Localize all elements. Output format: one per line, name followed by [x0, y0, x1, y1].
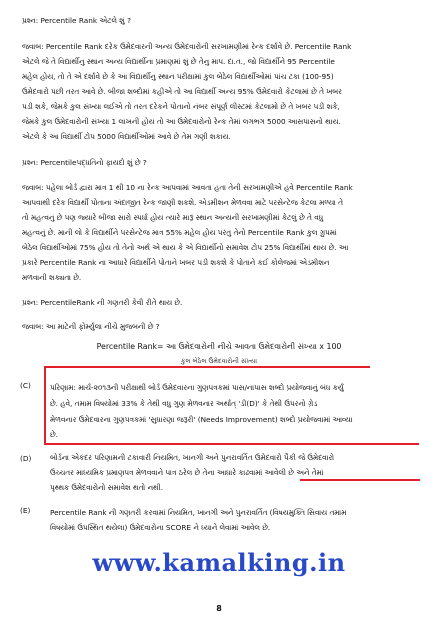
answer-2-line-5: બેઠેલ વિદ્યાર્થીઓમાં 75% હોય તો તેનો અર્થ એ થાય કે એ વિદ્યાર્થીનો સમાવેશ ટોપ 25% વિદ્યાર્થીમાં થાય છે. આ: [22, 243, 349, 252]
website-watermark: www.kamalking.in: [92, 548, 346, 577]
answer-1-line-5: પડી શકે, જેમકે કુલ સંખ્યા લઈએ તો તરત દરેકને પોતાનો નંબર સંપૂર્ણ લીસ્ટમાં કેટલામો છે તે ખબર પડી શકે,: [22, 102, 340, 111]
highlight-bottom-line: [44, 443, 419, 445]
page-number: 8: [216, 604, 222, 613]
section-c-label: (C): [20, 381, 31, 390]
formula-numerator: Percentile Rank= આ ઉમેદવારોની નીચે આવતા ઉમેદવારોની સંખ્યા x 100: [96, 342, 342, 351]
section-c-line-2: છે. હવે, તમામ વિષયોમાં 33% કે તેથી વધુ ગુણ મેળવનાર અર્થાત્ 'ડી(D)' કે તેથી ઉપરનો ગ્રેડ: [50, 399, 318, 408]
question-1: પ્રશ્ન: Percentile Rank એટલે શું ?: [22, 16, 131, 25]
answer-1-line-7: એટલે કે આ વિદ્યાર્થી ટોપ 5000 વિદ્યાર્થીઓમાં આવે છે તેમ ગણી શકાય.: [22, 132, 231, 141]
section-d-label: (D): [20, 454, 32, 463]
question-2: પ્રશ્ન: Percentileપદ્ધતિનો ફાયદો શું છે ?: [22, 158, 147, 167]
answer-3: જવાબ: આ માટેની ફોર્મ્યુલા નીચે મુજબની છે ?: [22, 322, 160, 331]
section-d-line-1: બોર્ડના એકંદર પરિણામની ટકાવારી નિયમિત, ખાનગી અને પુનરાવર્તિત ઉમેદવારો પૈકી જે ઉમેદવારો: [50, 453, 335, 462]
section-e-line-1: Percentile Rank ની ગણતરી કરવામાં નિયમિત, ખાનગી અને પુનરાવર્તિત (વિષયમુક્તિ સિવાય તમામ: [50, 508, 347, 517]
answer-2-line-2: આપવાથી દરેક વિદ્યાર્થી પોતાના અંદાજીત રેન્ક જાણી શકશે. એડમીશન મેળવવા માટે પરસેન્ટેજ કેટલા મળ્યા તે: [22, 198, 344, 207]
section-e-label: (E): [20, 506, 31, 515]
formula-denominator: કુલ બેઠેલ ઉમેદવારોની સંખ્યા: [180, 357, 258, 365]
section-c-line-4: છે.: [50, 430, 58, 439]
section-d-line-3: પૃથ્થક ઉમેદવારોનો સમાવેશ થતો નથી.: [50, 483, 164, 492]
section-c-line-3: મેળવનાર ઉમેદવારના ગુણપત્રકમાં 'સુધારણા જરૂરી' (Needs Improvement) શબ્દો પ્રયોજવામાં આવ્યા: [50, 415, 353, 424]
answer-1-line-4: ઉમેદવારો પછી તરત આવે છે. બીજા શબ્દોમાં કહીએ તો આ વિદ્યાર્થી અન્ય 95% ઉમેદવારો કેટલામાં છે તે ખબર: [22, 87, 342, 96]
answer-1-line-2: એટલે જે તે વિદ્યાર્થીનુ સ્થાન અન્ય વિદ્યાર્થીના પ્રમાણમાં શું છે તેનુ માપ. દા.ત., જો વિદ્યાર્થીને 95 Percentile: [22, 57, 335, 66]
section-e-line-2: વિષયોમાં ઉપસ્થિત થયેલા) ઉમેદવારોના SCORE ને ધ્યાને લેવામાં આવેલ છે.: [50, 523, 271, 532]
answer-2-line-6: પ્રકારે Percentile Rank ના આધારે વિદ્યાર્થીને પોતાને ખબર પડી શકશે કે પોતાને કઈ કોલેજમાં એડમીશન: [22, 258, 330, 267]
section-c-line-1: પરિણામ: માર્ચ-૨૦૧૩ની પરીક્ષાથી બોર્ડ ઉમેદવારના ગુણપત્રકમાં પાસ/નાપાસ શબ્દો પ્રયોજવાનું બંધ કર્યું: [50, 383, 344, 392]
answer-2-line-4: મહત્વનું છે. માની લો કે વિદ્યાર્થીને પરસેન્ટેજ માત્ર 55% મહેલ હોય પરંતુ તેનો Percentile Rank કુલ ગ્રુપમાં: [22, 228, 337, 237]
answer-2-line-1: જવાબ: પહેલા બોર્ડ દ્વારા માત્ર 1 થી 10 ના રેન્ક આપવામાં આવતા હતા તેની સરખામણીએ હવે Percentile Rank: [22, 183, 353, 192]
answer-1-line-3: મહેલ હોય, તો તે એ દર્શાવે છે કે આ વિદ્યાર્થીનુ સ્થાન પરીક્ષામાં કુલ બેઠેલ વિદ્યાર્થીઓમાં પાંચ ટકા (100-95): [22, 72, 334, 81]
answer-1-line-6: જેમકે કુલ ઉમેદવારોની સંખ્યા 1 લાખની હોય તો આ ઉમેદવારોનો રેન્ક તેમાં લગભગ 5000 આસપાસનો થાય.: [22, 117, 341, 126]
highlight-left-line: [44, 366, 46, 444]
highlight-top-line: [44, 366, 370, 368]
answer-1-line-1: જવાબ: Percentile Rank દરેક ઉમેદવારની અન્ય ઉમેદવારોની સરખામણીમાં રેન્ક દર્શાવે છે. Percentile Rank: [22, 42, 352, 51]
answer-2-line-3: તો મહત્વનું છે પણ જ્યારે બીજા સારો સ્પર્ધા હોય ત્યારે મારૂં સ્થાન અન્યની સરખામણીમાં કેટલું છે તે વધુ: [22, 213, 324, 222]
answer-2-line-7: મળવાની શક્યતા છે.: [22, 273, 82, 282]
section-d-line-2: ઉચ્ચતર માધ્યમિક પ્રમાણપત્ર મેળવવાને પાત્ર ઠરેલ છે તેના આધારે કાઢવામાં આવેલી છે અને તેમાં: [50, 468, 324, 477]
question-3: પ્રશ્ન: PercentileRank ની ગણતરી કેવી રીતે થાય છે.: [22, 298, 183, 307]
